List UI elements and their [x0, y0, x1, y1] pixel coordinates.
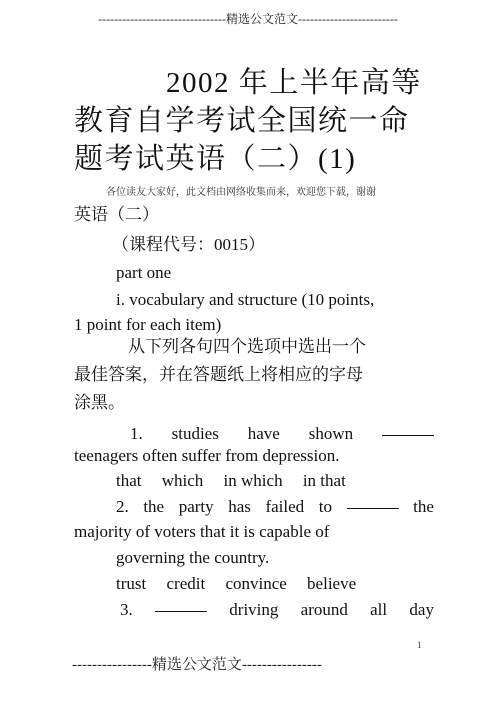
- page-footer: ----------------精选公文范文----------------: [72, 657, 322, 673]
- q1-number: 1.: [130, 424, 143, 443]
- q3-word: around: [300, 600, 348, 619]
- option: that: [116, 471, 142, 490]
- instruction-line-2: 最佳答案，并在答题纸上将相应的字母: [74, 365, 363, 384]
- question-2-line-1: [116, 494, 434, 520]
- q3-number: 3.: [120, 600, 133, 619]
- q1-word: studies: [171, 424, 219, 443]
- answer-blank: [155, 597, 207, 612]
- question-1-options: [116, 468, 476, 494]
- q2-word: party: [178, 497, 214, 516]
- answer-blank: [382, 421, 434, 436]
- q3-word: day: [409, 600, 434, 619]
- option: which: [161, 471, 204, 490]
- course-code: （课程代号：0015）: [112, 235, 265, 254]
- section-heading-line-1: i. vocabulary and structure (10 points,: [116, 290, 375, 309]
- title-line-2: 教育自学考试全国统一命: [74, 105, 410, 137]
- question-1-line-2: teenagers often suffer from depression.: [74, 446, 340, 465]
- q1-word: have: [247, 424, 280, 443]
- page-number: 1: [417, 640, 422, 650]
- title-line-1: 2002 年上半年高等: [166, 67, 422, 99]
- download-notice: 各位读友大家好，此文档由网络收集而来，欢迎您下载，谢谢: [106, 187, 376, 198]
- subject-heading: 英语（二）: [74, 205, 159, 224]
- answer-blank: [347, 494, 399, 509]
- instruction-line-1: 从下列各句四个选项中选出一个: [128, 337, 366, 356]
- question-3-line-1: [120, 597, 434, 623]
- option: trust: [116, 574, 147, 593]
- q2-word: failed: [265, 497, 305, 516]
- q2-word: the: [413, 497, 434, 516]
- part-label: part one: [116, 263, 172, 282]
- document-title: [74, 64, 434, 178]
- option: in which: [223, 471, 283, 490]
- option: in that: [302, 471, 346, 490]
- instruction-line-3: 涂黑。: [74, 393, 125, 412]
- question-2-line-2: majority of voters that it is capable of: [74, 522, 330, 541]
- question-2-line-3: governing the country.: [116, 548, 270, 567]
- q2-number: 2.: [116, 497, 129, 516]
- q2-word: to: [318, 497, 332, 516]
- q3-word: all: [370, 600, 388, 619]
- section-heading-line-2: 1 point for each item): [74, 315, 222, 334]
- q1-word: shown: [308, 424, 354, 443]
- q3-word: driving: [229, 600, 279, 619]
- q2-word: the: [143, 497, 165, 516]
- title-line-3: 题考试英语（二）(1): [74, 143, 357, 175]
- option: believe: [307, 574, 357, 593]
- option: convince: [225, 574, 287, 593]
- page-header: --------------------------------精选公文范文-------------------------: [98, 12, 398, 26]
- q2-word: has: [228, 497, 251, 516]
- option: credit: [166, 574, 206, 593]
- question-2-options: [116, 571, 476, 597]
